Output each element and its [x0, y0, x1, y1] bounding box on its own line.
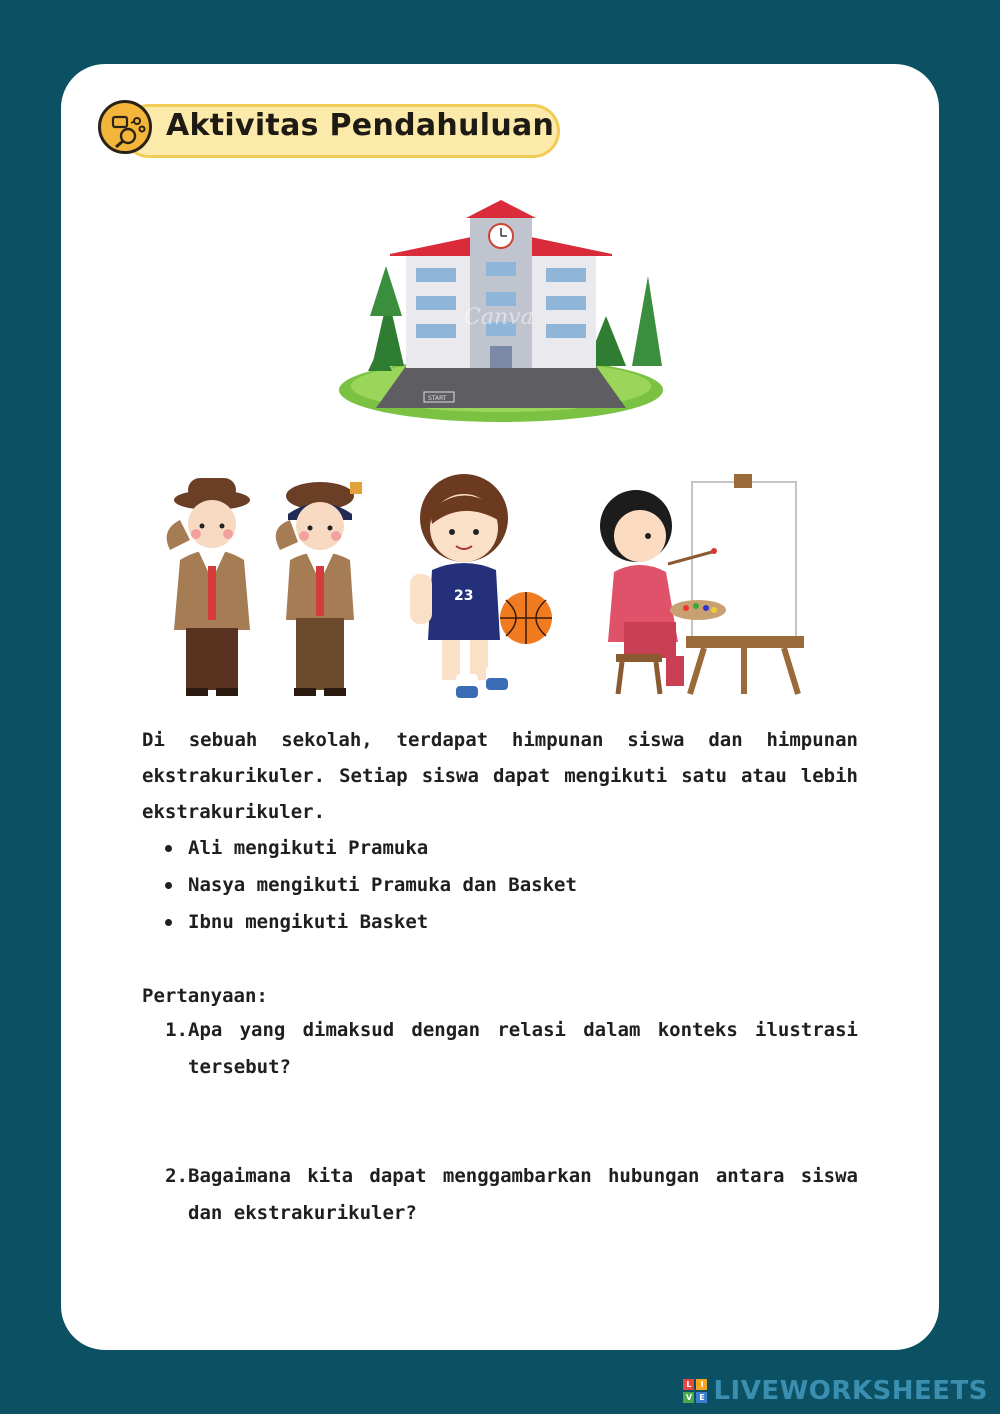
- question-1: [162, 1012, 858, 1086]
- intro-paragraph: Di sebuah sekolah, terdapat himpunan siswa dan himpunan ekstrakurikuler. Setiap siswa dapat mengikuti satu atau lebih ekstrakurikuler.: [142, 729, 858, 823]
- questions-label: Pertanyaan:: [142, 985, 268, 1007]
- page-title: Aktivitas Pendahuluan: [166, 108, 555, 143]
- participation-list: [162, 830, 862, 941]
- question-text: Apa yang dimaksud dengan relasi dalam konteks ilustrasi tersebut?: [188, 1019, 858, 1078]
- painter-illustration: [594, 472, 810, 700]
- canva-watermark: Canva: [464, 305, 534, 330]
- brand-name: LIVEWORKSHEETS: [713, 1376, 988, 1406]
- liveworksheets-logo[interactable]: [683, 1374, 988, 1408]
- list-item: Ali mengikuti Pramuka: [162, 830, 862, 867]
- logo-grid-icon: L I V E: [683, 1379, 707, 1403]
- start-label: START: [428, 395, 447, 402]
- question-2: [162, 1158, 858, 1232]
- list-item: Ibnu mengikuti Basket: [162, 904, 862, 941]
- basketball-player-illustration: [402, 470, 558, 706]
- school-building-illustration: [336, 196, 666, 432]
- scout-students-illustration: [150, 470, 370, 702]
- list-item: Nasya mengikuti Pramuka dan Basket: [162, 867, 862, 904]
- section-header: [98, 100, 558, 158]
- analysis-icon: [98, 100, 152, 154]
- question-number: 1.: [165, 1019, 188, 1041]
- question-text: Bagaimana kita dapat menggambarkan hubungan antara siswa dan ekstrakurikuler?: [188, 1165, 858, 1224]
- question-number: 2.: [165, 1165, 188, 1187]
- jersey-number: 23: [454, 588, 474, 604]
